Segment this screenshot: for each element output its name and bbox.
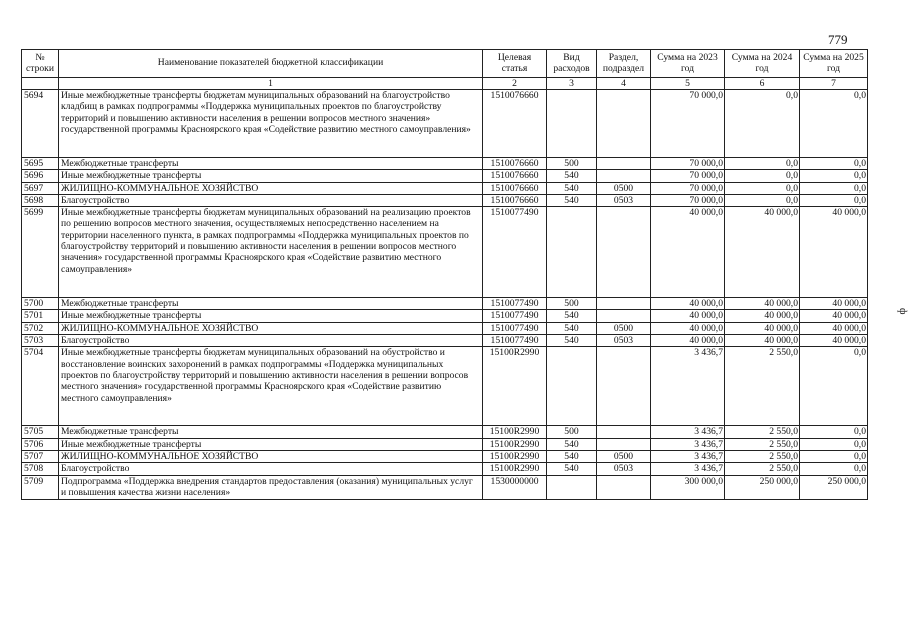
header-target-article: Целевая статья <box>483 50 547 78</box>
sum-2024: 2 550,0 <box>725 463 800 475</box>
page-number: 779 <box>828 32 848 47</box>
expense-type: 540 <box>547 310 597 322</box>
column-number-blank <box>22 78 59 90</box>
table-row <box>22 438 868 450</box>
section-code <box>597 90 651 158</box>
expense-type <box>547 475 597 499</box>
target-article: 1510077490 <box>483 310 547 322</box>
column-number: 2 <box>483 78 547 90</box>
table-row <box>22 426 868 438</box>
expense-type: 540 <box>547 170 597 182</box>
sum-2024: 40 000,0 <box>725 335 800 347</box>
indicator-name: Благоустройство <box>59 463 483 475</box>
section-code: 0503 <box>597 194 651 206</box>
sum-2023: 40 000,0 <box>651 298 725 310</box>
sum-2023: 3 436,7 <box>651 463 725 475</box>
header-row-number: № строки <box>22 50 59 78</box>
sum-2024: 0,0 <box>725 194 800 206</box>
target-article: 15100R2990 <box>483 450 547 462</box>
table-row <box>22 322 868 334</box>
sum-2025: 0,0 <box>800 438 868 450</box>
table-row <box>22 310 868 322</box>
sum-2023: 40 000,0 <box>651 322 725 334</box>
target-article: 15100R2990 <box>483 463 547 475</box>
expense-type: 540 <box>547 335 597 347</box>
sum-2025: 0,0 <box>800 182 868 194</box>
sum-2023: 70 000,0 <box>651 194 725 206</box>
sum-2023: 3 436,7 <box>651 426 725 438</box>
row-number: 5705 <box>22 426 59 438</box>
sum-2025: 0,0 <box>800 194 868 206</box>
sum-2024: 0,0 <box>725 158 800 170</box>
sum-2023: 40 000,0 <box>651 335 725 347</box>
sum-2025: 0,0 <box>800 463 868 475</box>
sum-2025: 0,0 <box>800 450 868 462</box>
section-code: 0503 <box>597 463 651 475</box>
target-article: 1530000000 <box>483 475 547 499</box>
expense-type: 500 <box>547 426 597 438</box>
sum-2025: 0,0 <box>800 426 868 438</box>
sum-2024: 40 000,0 <box>725 310 800 322</box>
row-number: 5699 <box>22 207 59 298</box>
indicator-name: ЖИЛИЩНО-КОММУНАЛЬНОЕ ХОЗЯЙСТВО <box>59 450 483 462</box>
indicator-name: Межбюджетные трансферты <box>59 298 483 310</box>
column-number: 7 <box>800 78 868 90</box>
indicator-name: ЖИЛИЩНО-КОММУНАЛЬНОЕ ХОЗЯЙСТВО <box>59 322 483 334</box>
sum-2024: 2 550,0 <box>725 426 800 438</box>
table-row <box>22 347 868 426</box>
table-row <box>22 335 868 347</box>
indicator-name: Благоустройство <box>59 335 483 347</box>
sum-2024: 2 550,0 <box>725 438 800 450</box>
section-code: 0503 <box>597 335 651 347</box>
row-number: 5697 <box>22 182 59 194</box>
sum-2024: 2 550,0 <box>725 347 800 426</box>
sum-2024: 0,0 <box>725 182 800 194</box>
table-row <box>22 158 868 170</box>
row-number: 5704 <box>22 347 59 426</box>
indicator-name: Иные межбюджетные трансферты бюджетам муниципальных образований на реализацию проектов по решению вопросов местного значения, осуществляемых непосредственно населением на территории населенного пункта, в рамках подпрограммы «Поддержка муниципальных проектов по благоустройству территорий и повышению активности населения в решении вопросов местного значения» государственной программы Красноярского края «Содействие развитию местного самоуправления» <box>59 207 483 298</box>
indicator-name: Межбюджетные трансферты <box>59 158 483 170</box>
expense-type <box>547 207 597 298</box>
expense-type: 540 <box>547 438 597 450</box>
sum-2023: 70 000,0 <box>651 158 725 170</box>
table-header-row <box>22 50 868 78</box>
sum-2025: 40 000,0 <box>800 322 868 334</box>
target-article: 1510077490 <box>483 298 547 310</box>
section-code <box>597 207 651 298</box>
indicator-name: Межбюджетные трансферты <box>59 426 483 438</box>
sum-2024: 40 000,0 <box>725 207 800 298</box>
row-number: 5703 <box>22 335 59 347</box>
header-expense-type: Вид расходов <box>547 50 597 78</box>
sum-2025: 40 000,0 <box>800 207 868 298</box>
table-row <box>22 450 868 462</box>
indicator-name: Иные межбюджетные трансферты <box>59 438 483 450</box>
row-number: 5702 <box>22 322 59 334</box>
row-number: 5698 <box>22 194 59 206</box>
target-article: 1510076660 <box>483 182 547 194</box>
sum-2024: 0,0 <box>725 170 800 182</box>
target-article: 1510077490 <box>483 207 547 298</box>
column-number: 1 <box>59 78 483 90</box>
column-number: 3 <box>547 78 597 90</box>
section-code <box>597 170 651 182</box>
column-number-row <box>22 78 868 90</box>
section-code <box>597 298 651 310</box>
indicator-name: ЖИЛИЩНО-КОММУНАЛЬНОЕ ХОЗЯЙСТВО <box>59 182 483 194</box>
column-number: 5 <box>651 78 725 90</box>
expense-type <box>547 90 597 158</box>
row-number: 5706 <box>22 438 59 450</box>
section-code <box>597 310 651 322</box>
section-code: 0500 <box>597 450 651 462</box>
header-sum-2023: Сумма на 2023 год <box>651 50 725 78</box>
row-number: 5708 <box>22 463 59 475</box>
expense-type <box>547 347 597 426</box>
target-article: 1510076660 <box>483 194 547 206</box>
table-row <box>22 298 868 310</box>
sum-2023: 3 436,7 <box>651 450 725 462</box>
target-article: 15100R2990 <box>483 347 547 426</box>
section-code <box>597 426 651 438</box>
target-article: 1510076660 <box>483 170 547 182</box>
table-row <box>22 475 868 499</box>
table-row <box>22 170 868 182</box>
sum-2025: 0,0 <box>800 170 868 182</box>
section-code <box>597 438 651 450</box>
indicator-name: Иные межбюджетные трансферты бюджетам муниципальных образований на обустройство и восстановление воинских захоронений в рамках подпрограммы «Поддержка муниципальных проектов по благоустройству территорий и повышению активности населения в решении вопросов местного значения» государственной программы Красноярского края «Содействие развитию местного самоуправления» <box>59 347 483 426</box>
sum-2024: 2 550,0 <box>725 450 800 462</box>
sum-2024: 250 000,0 <box>725 475 800 499</box>
header-sum-2025: Сумма на 2025 год <box>800 50 868 78</box>
sum-2024: 40 000,0 <box>725 322 800 334</box>
target-article: 1510076660 <box>483 90 547 158</box>
expense-type: 500 <box>547 158 597 170</box>
sum-2023: 70 000,0 <box>651 170 725 182</box>
sum-2024: 0,0 <box>725 90 800 158</box>
header-sum-2024: Сумма на 2024 год <box>725 50 800 78</box>
indicator-name: Благоустройство <box>59 194 483 206</box>
sum-2023: 300 000,0 <box>651 475 725 499</box>
row-number: 5696 <box>22 170 59 182</box>
section-code: 0500 <box>597 322 651 334</box>
sum-2025: 40 000,0 <box>800 310 868 322</box>
target-article: 1510077490 <box>483 335 547 347</box>
header-indicator-name: Наименование показателей бюджетной классификации <box>59 50 483 78</box>
column-number: 4 <box>597 78 651 90</box>
row-number: 5700 <box>22 298 59 310</box>
sum-2023: 3 436,7 <box>651 347 725 426</box>
indicator-name: Подпрограмма «Поддержка внедрения стандартов предоставления (оказания) муниципальных услуг и повышения качества жизни населения» <box>59 475 483 499</box>
sum-2023: 3 436,7 <box>651 438 725 450</box>
indicator-name: Иные межбюджетные трансферты <box>59 310 483 322</box>
expense-type: 540 <box>547 322 597 334</box>
side-margin-mark: ф <box>897 308 908 315</box>
table-row <box>22 182 868 194</box>
expense-type: 540 <box>547 463 597 475</box>
column-number: 6 <box>725 78 800 90</box>
row-number: 5694 <box>22 90 59 158</box>
table-row <box>22 463 868 475</box>
table-row <box>22 90 868 158</box>
target-article: 1510076660 <box>483 158 547 170</box>
header-section: Раздел, подраздел <box>597 50 651 78</box>
row-number: 5707 <box>22 450 59 462</box>
section-code <box>597 158 651 170</box>
sum-2025: 40 000,0 <box>800 335 868 347</box>
expense-type: 540 <box>547 194 597 206</box>
indicator-name: Иные межбюджетные трансферты <box>59 170 483 182</box>
sum-2025: 40 000,0 <box>800 298 868 310</box>
table-body <box>22 90 868 500</box>
sum-2023: 70 000,0 <box>651 182 725 194</box>
section-code <box>597 475 651 499</box>
sum-2024: 40 000,0 <box>725 298 800 310</box>
expense-type: 500 <box>547 298 597 310</box>
section-code <box>597 347 651 426</box>
indicator-name: Иные межбюджетные трансферты бюджетам муниципальных образований на благоустройство кладбищ в рамках подпрограммы «Поддержка муниципальных проектов по благоустройству территорий и повышению активности населения в решении вопросов местного значения» государственной программы Красноярского края «Содействие развитию местного самоуправления» <box>59 90 483 158</box>
row-number: 5709 <box>22 475 59 499</box>
row-number: 5701 <box>22 310 59 322</box>
target-article: 1510077490 <box>483 322 547 334</box>
target-article: 15100R2990 <box>483 438 547 450</box>
section-code: 0500 <box>597 182 651 194</box>
sum-2023: 70 000,0 <box>651 90 725 158</box>
sum-2025: 0,0 <box>800 158 868 170</box>
sum-2023: 40 000,0 <box>651 207 725 298</box>
row-number: 5695 <box>22 158 59 170</box>
sum-2025: 0,0 <box>800 347 868 426</box>
table-row <box>22 194 868 206</box>
expense-type: 540 <box>547 450 597 462</box>
sum-2023: 40 000,0 <box>651 310 725 322</box>
sum-2025: 250 000,0 <box>800 475 868 499</box>
target-article: 15100R2990 <box>483 426 547 438</box>
expense-type: 540 <box>547 182 597 194</box>
table-row <box>22 207 868 298</box>
sum-2025: 0,0 <box>800 90 868 158</box>
budget-table <box>21 49 868 500</box>
